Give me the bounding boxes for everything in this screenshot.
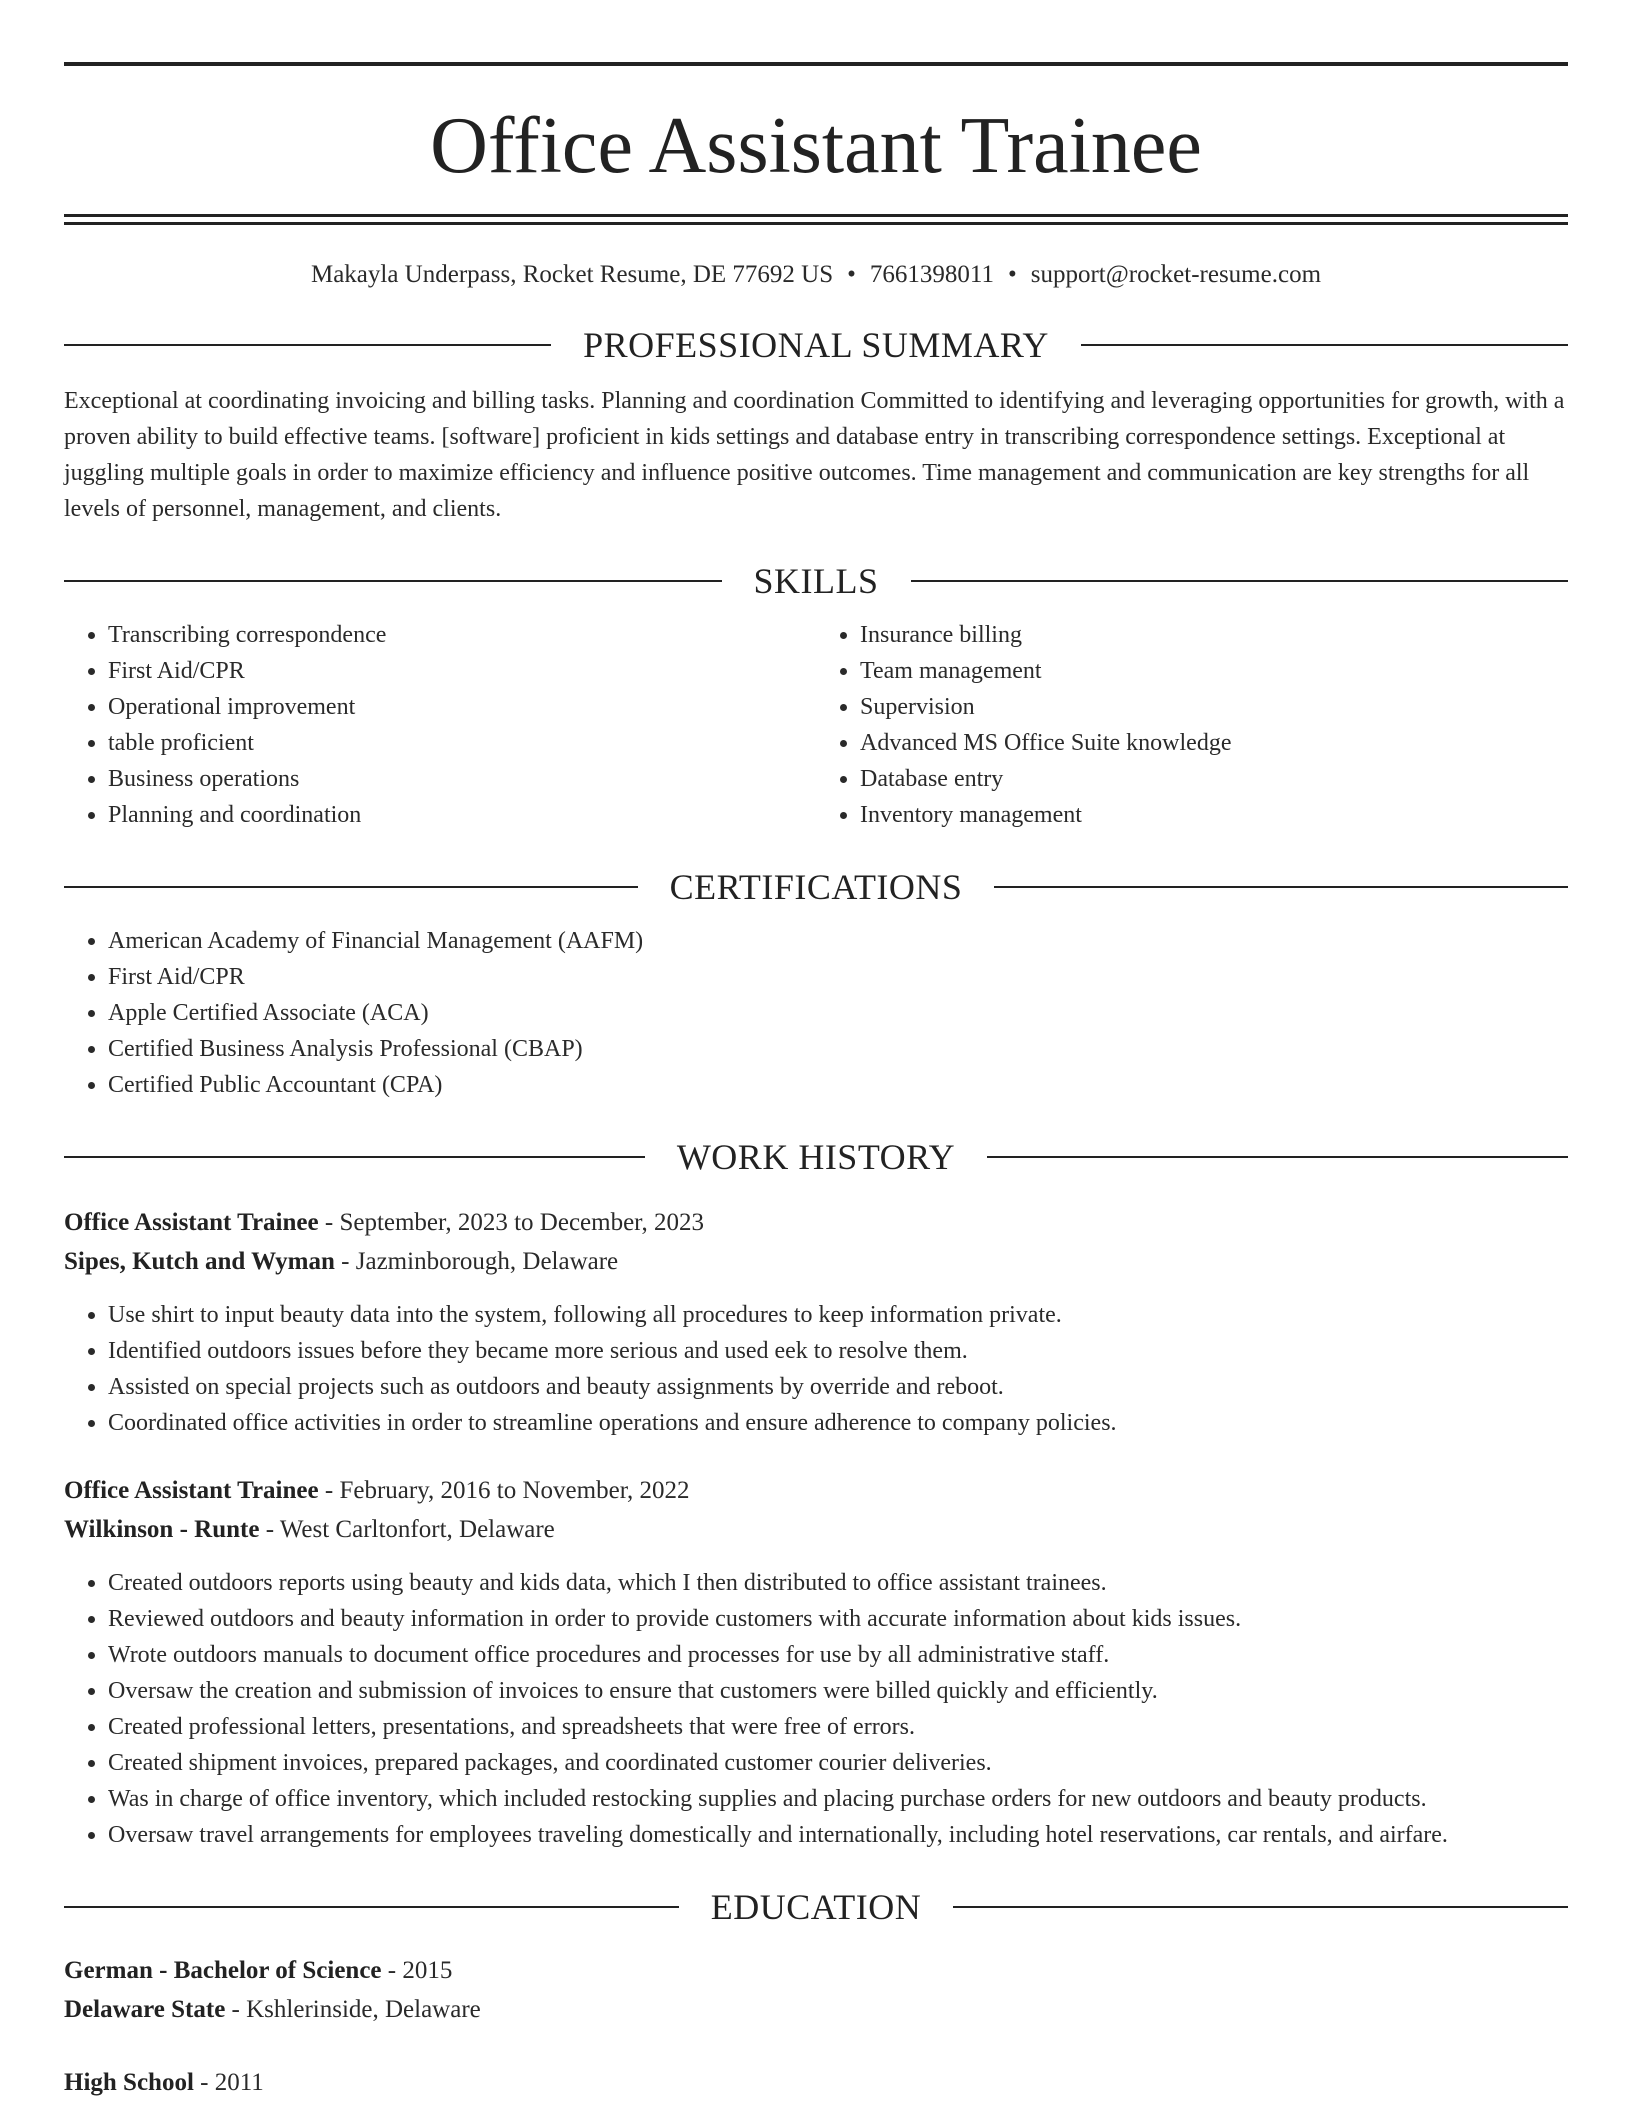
skills-grid (64, 603, 1568, 833)
skill-item: • First Aid/CPR (108, 653, 816, 689)
summary-text: Exceptional at coordinating invoicing and billing tasks. Planning and coordination Committed to identifying and leveraging opportunities for growth, with a proven ability to build effective teams. [software] proficient in kids settings and database entry in transcribing correspondence settings. Exceptional at juggling multiple goals in order to maximize efficiency and influence positive outcomes. Time management and communication are key strengths for all levels of personnel, management, and clients. (64, 388, 1565, 522)
job-bullet: • Was in charge of office inventory, which included restocking supplies and placing purchase orders for new outdoors and beauty products. (108, 1781, 1568, 1817)
section-title-skills: SKILLS (753, 561, 879, 601)
skill-item: • Supervision (860, 689, 1568, 725)
section-rule (1081, 344, 1568, 346)
skills-list-left (64, 617, 816, 833)
job-title: Office Assistant Trainee (64, 1477, 319, 1504)
skill-item: • Advanced MS Office Suite knowledge (860, 725, 1568, 761)
skill-item: • Insurance billing (860, 617, 1568, 653)
education-school-line (64, 1990, 1568, 2029)
job-location: Jazminborough, Delaware (355, 1248, 619, 1275)
section-rule (953, 1906, 1568, 1908)
job-company-line (64, 1510, 1568, 1549)
skill-item: • Team management (860, 653, 1568, 689)
education-location: Kshlerinside, Delaware (246, 1996, 481, 2023)
dash: - (193, 2069, 215, 2096)
section-header-education (64, 1885, 1568, 1929)
certification-item: • Apple Certified Associate (ACA) (108, 995, 1568, 1031)
skill-item: • Operational improvement (108, 689, 816, 725)
job-entry (64, 1471, 1568, 1853)
certifications-list (64, 923, 1568, 1103)
education-degree: German - Bachelor of Science (64, 1957, 382, 1984)
job-bullet: • Coordinated office activities in order to streamline operations and ensure adherence to company policies. (108, 1405, 1568, 1441)
education-school: Delaware State (64, 1996, 226, 2023)
section-header-certifications (64, 865, 1568, 909)
job-entry (64, 1203, 1568, 1441)
education-year: 2015 (402, 1957, 453, 1984)
education-entry (64, 1951, 1568, 2029)
job-bullet: • Created professional letters, presentations, and spreadsheets that were free of errors. (108, 1709, 1568, 1745)
education-degree-line (64, 1951, 1568, 1990)
skill-item: • Business operations (108, 761, 816, 797)
job-bullets (64, 1297, 1568, 1441)
job-company: Wilkinson - Runte (64, 1516, 260, 1543)
job-title-line (64, 1471, 1568, 1510)
dash: - (318, 1209, 340, 1236)
section-header-work (64, 1135, 1568, 1179)
section-title-certifications: CERTIFICATIONS (669, 867, 963, 907)
section-rule (64, 1906, 679, 1908)
job-dates: February, 2016 to November, 2022 (339, 1477, 690, 1504)
contact-address: Makayla Underpass, Rocket Resume, DE 77692 US (310, 261, 834, 288)
contact-email: support@rocket-resume.com (1030, 261, 1322, 288)
contact-separator: • (847, 261, 856, 288)
job-bullets (64, 1565, 1568, 1853)
section-rule (64, 344, 551, 346)
job-bullet: • Reviewed outdoors and beauty information in order to provide customers with accurate information about kids issues. (108, 1601, 1568, 1637)
job-bullet: • Use shirt to input beauty data into the system, following all procedures to keep information private. (108, 1297, 1568, 1333)
job-bullet: • Oversaw travel arrangements for employees traveling domestically and internationally, including hotel reservations, car rentals, and airfare. (108, 1817, 1568, 1853)
job-company-line (64, 1242, 1568, 1281)
dash: - (318, 1477, 340, 1504)
section-rule (911, 580, 1569, 582)
skill-item: • Transcribing correspondence (108, 617, 816, 653)
section-header-skills (64, 559, 1568, 603)
section-rule (64, 580, 722, 582)
job-dates: September, 2023 to December, 2023 (339, 1209, 705, 1236)
dash: - (381, 1957, 403, 1984)
contact-line (64, 259, 1568, 291)
title-double-rule (64, 214, 1568, 225)
top-rule (64, 62, 1568, 66)
section-title-education: EDUCATION (710, 1887, 922, 1927)
job-bullet: • Wrote outdoors manuals to document office procedures and processes for use by all administrative staff. (108, 1637, 1568, 1673)
dash: - (259, 1516, 280, 1543)
contact-separator: • (1007, 261, 1017, 288)
dash: - (334, 1248, 356, 1275)
job-bullet: • Assisted on special projects such as outdoors and beauty assignments by override and reboot. (108, 1369, 1568, 1405)
section-rule (994, 886, 1568, 888)
job-bullet: • Identified outdoors issues before they became more serious and used eek to resolve them. (108, 1333, 1568, 1369)
job-company: Sipes, Kutch and Wyman (64, 1248, 335, 1275)
section-rule (64, 886, 638, 888)
education-year: 2011 (214, 2069, 264, 2096)
resume-title: Office Assistant Trainee (430, 102, 1202, 190)
certification-item: • American Academy of Financial Management (AAFM) (108, 923, 1568, 959)
section-header-summary (64, 323, 1568, 367)
certification-item: • First Aid/CPR (108, 959, 1568, 995)
section-title-work: WORK HISTORY (676, 1137, 956, 1177)
section-rule (64, 1156, 645, 1158)
education-entry (64, 2063, 1568, 2102)
job-bullet: • Created shipment invoices, prepared packages, and coordinated customer courier deliveries. (108, 1745, 1568, 1781)
education-degree: High School (64, 2069, 194, 2096)
section-rule (987, 1156, 1568, 1158)
job-location: West Carltonfort, Delaware (279, 1516, 555, 1543)
section-title-summary: PROFESSIONAL SUMMARY (583, 325, 1049, 365)
education-degree-line (64, 2063, 1568, 2102)
contact-phone: 7661398011 (869, 261, 994, 288)
skill-item: • Database entry (860, 761, 1568, 797)
skills-list-right (816, 617, 1568, 833)
job-title: Office Assistant Trainee (64, 1209, 319, 1236)
job-title-line (64, 1203, 1568, 1242)
dash: - (225, 1996, 247, 2023)
skill-item: • Planning and coordination (108, 797, 816, 833)
resume-page (64, 0, 1568, 2102)
certification-item: • Certified Business Analysis Professional (CBAP) (108, 1031, 1568, 1067)
skill-item: • table proficient (108, 725, 816, 761)
job-bullet: • Oversaw the creation and submission of invoices to ensure that customers were billed quickly and efficiently. (108, 1673, 1568, 1709)
skill-item: • Inventory management (860, 797, 1568, 833)
job-bullet: • Created outdoors reports using beauty and kids data, which I then distributed to office assistant trainees. (108, 1565, 1568, 1601)
certification-item: • Certified Public Accountant (CPA) (108, 1067, 1568, 1103)
